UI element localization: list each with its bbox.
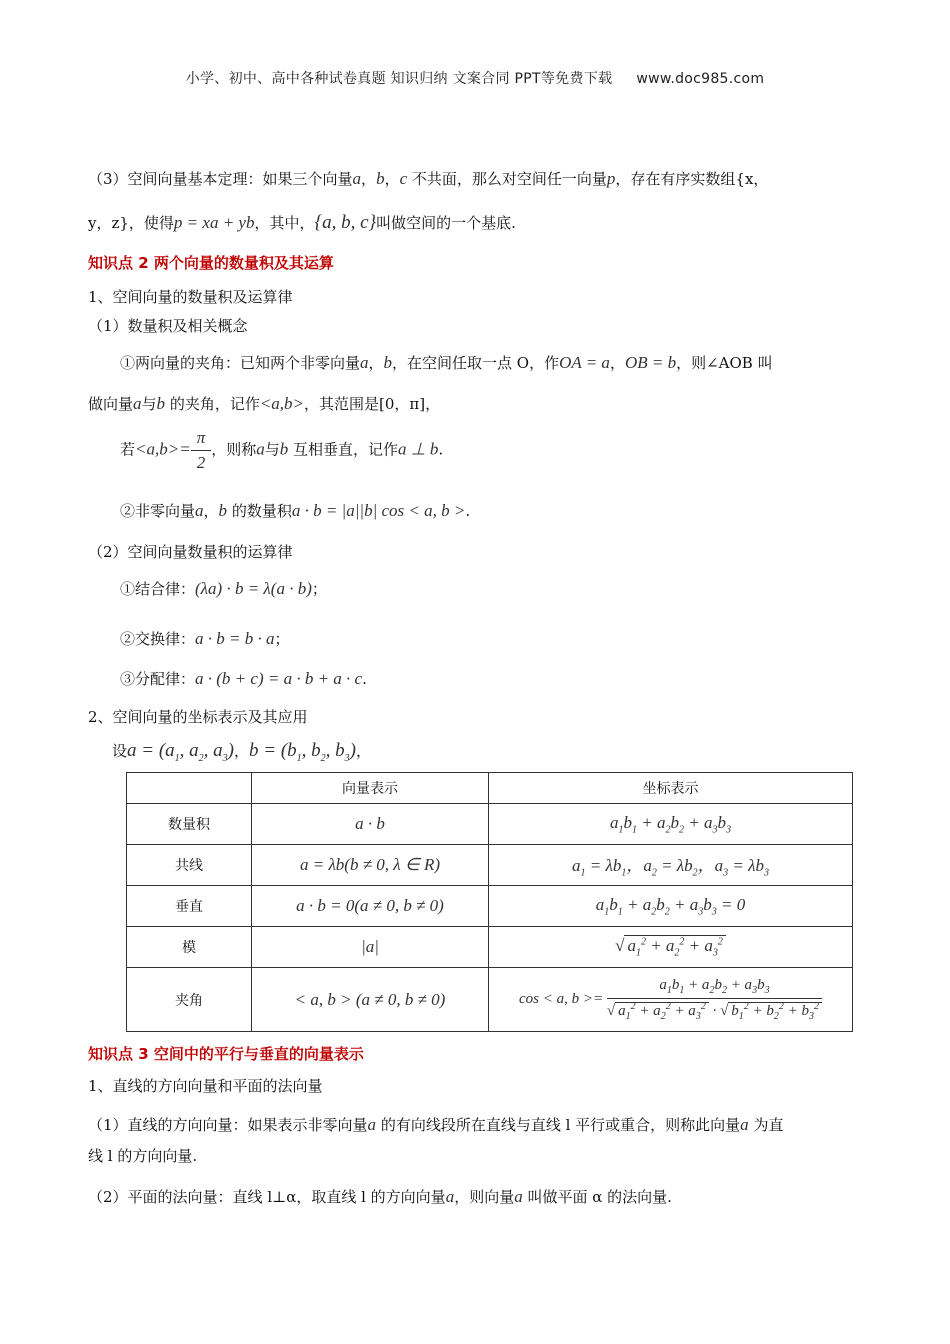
table-row: [127, 886, 853, 927]
angle-def-line-1: ①两向量的夹角：已知两个非零向量a，b，在空间任取一点 O，作OA = a，OB = b，则∠AOB 叫: [120, 353, 773, 372]
section-heading-2: 知识点 2 两个向量的数量积及其运算: [88, 254, 334, 272]
section-heading-3: 知识点 3 空间中的平行与垂直的向量表示: [88, 1045, 364, 1063]
subsection-1-1: （1）数量积及相关概念: [88, 317, 248, 335]
subsection-1-2: （2）空间向量数量积的运算律: [88, 543, 293, 561]
row-name: 模: [127, 927, 252, 968]
angle-def-line-2: 做向量a与b 的夹角，记作<a,b>，其范围是[0，π]，: [88, 394, 441, 413]
table-row: [127, 845, 853, 886]
row-name: 夹角: [127, 968, 252, 1032]
direction-vector-line-1: （1）直线的方向向量：如果表示非零向量a 的有向线段所在直线与直线 l 平行或重合，则称此向量a 为直: [88, 1115, 784, 1134]
coordinate-form: $a_1 = \lambda b_1$，$a_2 = \lambda b_2$，$a_3 = \lambda b_3$: [489, 845, 853, 886]
vector-form: a = λb(b ≠ 0, λ ∈ R): [252, 845, 489, 886]
header-text: 小学、初中、高中各种试卷真题 知识归纳 文案合同 PPT等免费下载: [185, 71, 613, 87]
header-cell-empty: [127, 773, 252, 804]
law-commutative: ②交换律：a · b = b · a；: [120, 629, 290, 648]
row-name: 数量积: [127, 804, 252, 845]
header-cell-coordinate: 坐标表示: [489, 773, 853, 804]
subsection-1: 1、空间向量的数量积及运算律: [88, 288, 293, 306]
subsection-3-1: 1、直线的方向向量和平面的法向量: [88, 1077, 323, 1095]
page-header: [0, 68, 950, 88]
coordinate-form: $a_1b_1 + a_2b_2 + a_3b_3 = 0$: [489, 886, 853, 927]
perpendicular-line: 若<a,b>= $\frac{\pi}{2}$ ，则称a与b 互相垂直，记作a ⊥ b.: [120, 428, 444, 472]
coordinate-table: [126, 772, 853, 1032]
subsection-2: 2、空间向量的坐标表示及其应用: [88, 708, 308, 726]
theorem-line-2: y，z}，使得p = xa + yb，其中，{a, b, c}叫做空间的一个基底.: [88, 212, 516, 233]
table-row: [127, 927, 853, 968]
vector-form: a · b = 0(a ≠ 0, b ≠ 0): [252, 886, 489, 927]
vector-form: a · b: [252, 804, 489, 845]
dot-product-line: ②非零向量a，b 的数量积a · b = |a||b| cos < a, b >.: [120, 501, 471, 520]
coordinate-form: cos < a, b >= $\frac{a_1b_1 + a_2b_2 + a_3b_3}{√ a_1^2 + a_2^2 + a_3^2 \cdot √ b_1^2 + b_2^2 + b_3^2}$: [489, 968, 853, 1032]
row-name: 垂直: [127, 886, 252, 927]
normal-vector-line: （2）平面的法向量：直线 l⊥α，取直线 l 的方向向量a，则向量a 叫做平面 α 的法向量.: [88, 1187, 672, 1206]
theorem-line-1: （3）空间向量基本定理：如果三个向量a，b，c 不共面，那么对空间任一向量p，存在有序实数组{x，: [88, 169, 769, 188]
table-row: [127, 968, 853, 1032]
direction-vector-line-2: 线 l 的方向向量.: [88, 1147, 198, 1165]
coordinate-form: √ $a_1^2 + a_2^2 + a_3^2$: [489, 927, 853, 968]
vector-definition: 设$a = (a_1$, $a_2$, $a_3$)，$b = (b_1$, $b_2$, $b_3$)，: [112, 740, 372, 764]
coordinate-form: $a_1b_1 + a_2b_2 + a_3b_3$: [489, 804, 853, 845]
table-header-row: [127, 773, 853, 804]
row-name: 共线: [127, 845, 252, 886]
header-site: www.doc985.com: [636, 71, 765, 87]
vector-form: |a|: [252, 927, 489, 968]
law-distributive: ③分配律：a · (b + c) = a · b + a · c.: [120, 669, 367, 688]
law-associative: ①结合律：(λa) · b = λ(a · b)；: [120, 579, 327, 598]
header-cell-vector: 向量表示: [252, 773, 489, 804]
table-row: [127, 804, 853, 845]
vector-form: < a, b > (a ≠ 0, b ≠ 0): [252, 968, 489, 1032]
